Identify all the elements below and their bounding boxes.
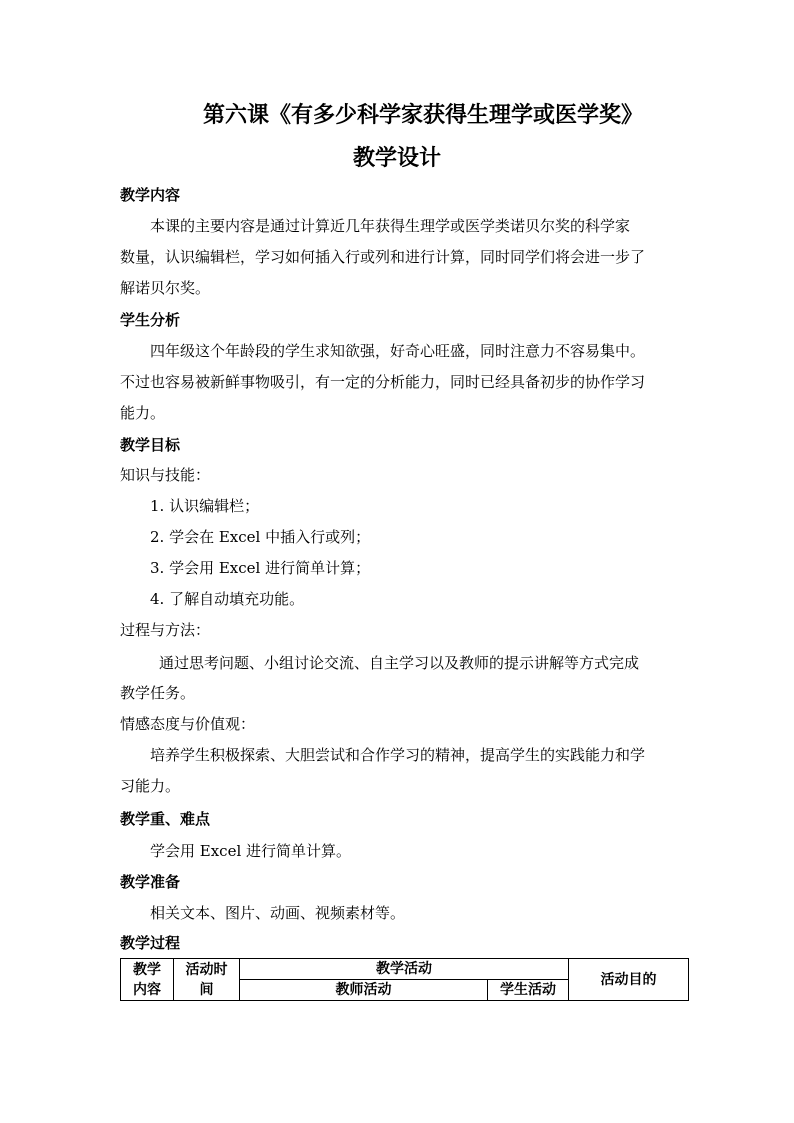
paragraph-line: 数量，认识编辑栏，学习如何插入行或列和进行计算，同时同学们将会进一步了 [120, 248, 646, 266]
subsection-label-emotion: 情感态度与价值观： [120, 715, 256, 733]
section-heading-keypoints: 教学重、难点 [120, 810, 211, 828]
paragraph-line: 不过也容易被新鲜事物吸引，有一定的分析能力，同时已经具备初步的协作学习 [120, 373, 646, 391]
paragraph-line: 四年级这个年龄段的学生求知欲强，好奇心旺盛，同时注意力不容易集中。 [150, 342, 646, 360]
section-heading-goals: 教学目标 [120, 436, 181, 454]
subsection-label-process: 过程与方法： [120, 621, 211, 639]
paragraph-line: 培养学生积极探索、大胆尝试和合作学习的精神，提高学生的实践能力和学 [150, 746, 646, 764]
section-heading-content: 教学内容 [120, 186, 181, 204]
header-cell-content: 教学 内容 [121, 959, 174, 1001]
header-cell-teacher: 教师活动 [240, 980, 488, 1001]
header-cell-student: 学生活动 [488, 980, 569, 1001]
list-item: 1. 认识编辑栏； [150, 497, 260, 515]
subsection-label-knowledge: 知识与技能： [120, 466, 211, 484]
section-heading-prep: 教学准备 [120, 873, 181, 891]
header-cell-time: 活动时 间 [174, 959, 240, 1001]
header-cell-activity: 教学活动 [240, 959, 569, 980]
paragraph-line: 相关文本、图片、动画、视频素材等。 [150, 904, 406, 922]
list-item: 4. 了解自动填充功能。 [150, 590, 305, 608]
section-heading-students: 学生分析 [120, 311, 181, 329]
document-subtitle: 教学设计 [352, 146, 441, 171]
paragraph-line: 学会用 Excel 进行简单计算。 [150, 842, 352, 860]
header-cell-purpose: 活动目的 [569, 959, 689, 1001]
paragraph-line: 能力。 [120, 404, 166, 422]
document-title: 第六课《有多少科学家获得生理学或医学奖》 [202, 103, 643, 128]
paragraph-line: 本课的主要内容是通过计算近几年获得生理学或医学类诺贝尔奖的科学家 [150, 217, 631, 235]
paragraph-line: 解诺贝尔奖。 [120, 279, 211, 297]
paragraph-line: 习能力。 [120, 777, 181, 795]
process-table [120, 958, 689, 1001]
paragraph-line: 教学任务。 [120, 684, 196, 702]
paragraph-line: 通过思考问题、小组讨论交流、自主学习以及教师的提示讲解等方式完成 [159, 654, 640, 672]
list-item: 2. 学会在 Excel 中插入行或列； [150, 528, 371, 546]
section-heading-process: 教学过程 [120, 934, 181, 952]
list-item: 3. 学会用 Excel 进行简单计算； [150, 559, 371, 577]
